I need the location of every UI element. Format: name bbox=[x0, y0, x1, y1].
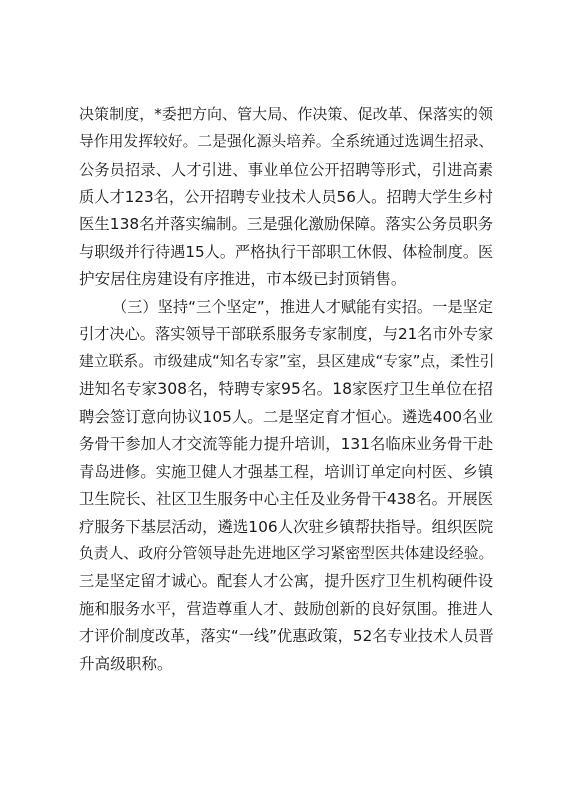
paragraph-line: 质人才123名，公开招聘专业技术人员56人。招聘大学生乡村 bbox=[79, 188, 493, 206]
paragraph-line: 聘会签订意向协议105人。二是坚定育才恒心。遴选400名业 bbox=[79, 408, 493, 426]
paragraph-line: 青岛进修。实施卫健人才强基工程，培训订单定向村医、乡镇 bbox=[79, 463, 493, 481]
paragraph-line: 进知名专家308名，特聘专家95名。18家医疗卫生单位在招 bbox=[79, 380, 493, 398]
paragraph-line: 导作用发挥较好。二是强化源头培养。全系统通过选调生招录、 bbox=[79, 133, 494, 150]
paragraph-line: 公务员招录、人才引进、事业单位公开招聘等形式，引进高素 bbox=[79, 161, 493, 179]
paragraph-line: 决策制度，*委把方向、管大局、作决策、促改革、保落实的领 bbox=[79, 105, 493, 123]
paragraph-line: 建立联系。市级建成“知名专家”室，县区建成“专家”点，柔性引 bbox=[79, 353, 495, 370]
paragraph-line: 卫生院长、社区卫生服务中心主任及业务骨干438名。开展医 bbox=[79, 490, 494, 508]
paragraph-line: 护安居住房建设有序推进，市本级已封顶销售。 bbox=[79, 270, 407, 288]
paragraph-line: 疗服务下基层活动，遴选106人次驻乡镇帮扶指导。组织医院 bbox=[79, 518, 494, 536]
paragraph-line: （三）坚持“三个坚定”，推进人才赋能有实招。一是坚定 bbox=[112, 298, 493, 316]
paragraph-line: 升高级职称。 bbox=[79, 655, 173, 673]
paragraph-line: 与职级并行待遇15人。严格执行干部职工休假、体检制度。医 bbox=[79, 243, 494, 261]
paragraph-line: 三是坚定留才诚心。配套人才公寓，提升医疗卫生机构硬件设 bbox=[79, 572, 493, 590]
paragraph-line: 才评价制度改革，落实“一线”优惠政策，52名专业技术人员晋 bbox=[79, 627, 494, 645]
paragraph-line: 施和服务水平，营造尊重人才、鼓励创新的良好氛围。推进人 bbox=[79, 600, 493, 618]
paragraph-line: 负责人、政府分管领导赴先进地区学习紧密型医共体建设经验。 bbox=[79, 545, 494, 562]
paragraph-line: 引才决心。落实领导干部联系服务专家制度，与21名市外专家 bbox=[79, 325, 494, 343]
paragraph-line: 医生138名并落实编制。三是强化激励保障。落实公务员职务 bbox=[79, 215, 494, 233]
paragraph-line: 务骨干参加人才交流等能力提升培训，131名临床业务骨干赴 bbox=[79, 435, 494, 453]
